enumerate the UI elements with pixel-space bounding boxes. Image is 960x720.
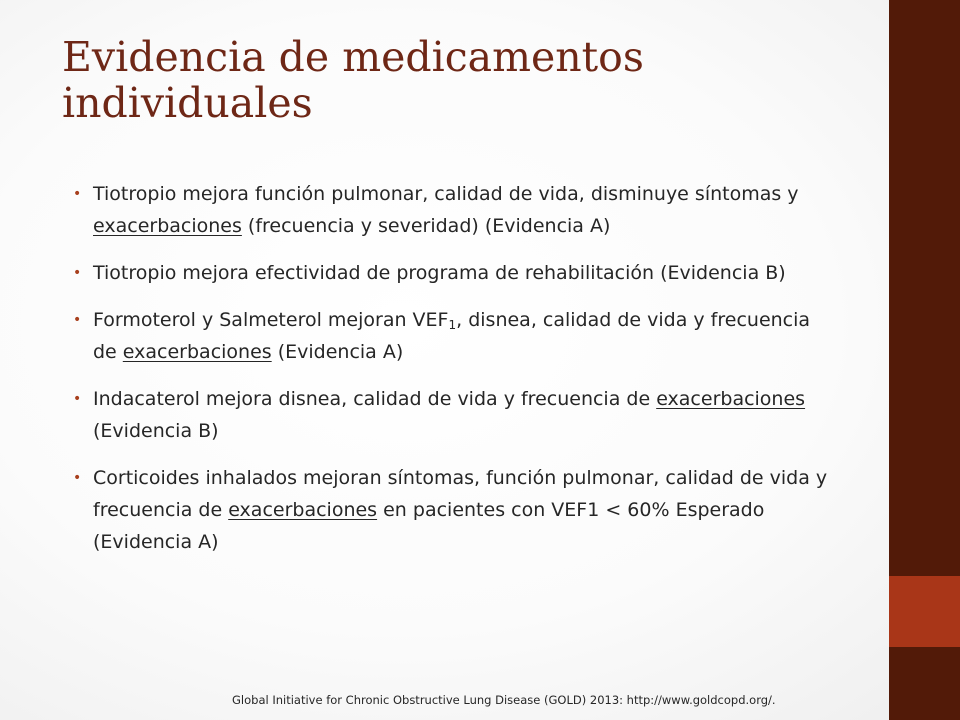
- underlined-term: exacerbaciones: [122, 341, 272, 363]
- bullet-text: en pacientes con VEF1 < 60% Esperado (Evidencia A): [93, 499, 765, 553]
- side-band-dark-top: [889, 0, 960, 576]
- bullet-icon: •: [73, 265, 82, 281]
- side-band-accent: [889, 576, 960, 647]
- bullet-text: Tiotropio mejora función pulmonar, calidad de vida, disminuye síntomas y: [93, 183, 799, 205]
- bullet-text: Corticoides inhalados mejoran síntomas, función pulmonar, calidad de vida y frecuencia de: [93, 467, 828, 521]
- bullet-text: (frecuencia y severidad) (Evidencia A): [241, 215, 611, 237]
- underlined-term: exacerbaciones: [656, 388, 806, 410]
- bullet-icon: •: [73, 470, 82, 486]
- bullet-item: [72, 178, 832, 242]
- underlined-term: exacerbaciones: [93, 215, 242, 237]
- bullet-text: Formoterol y Salmeterol mejoran VEF: [93, 309, 449, 331]
- source-citation: Global Initiative for Chronic Obstructive Lung Disease (GOLD) 2013: http://www.goldcopd.org/.: [232, 693, 776, 707]
- bullet-item: [72, 257, 832, 289]
- bullet-item: [72, 462, 832, 558]
- bullet-item: [72, 383, 832, 447]
- slide-title: Evidencia de medicamentos individuales: [62, 33, 644, 127]
- bullet-text: (Evidencia B): [93, 420, 219, 442]
- underlined-term: exacerbaciones: [228, 499, 378, 521]
- bullet-icon: •: [73, 312, 82, 328]
- bullet-text: (Evidencia A): [271, 341, 404, 363]
- side-band-dark-bottom: [889, 647, 960, 720]
- bullet-item: [72, 304, 832, 368]
- bullet-text: Tiotropio mejora efectividad de programa de rehabilitación (Evidencia B): [93, 262, 786, 284]
- bullet-icon: •: [73, 391, 82, 407]
- bullet-list: [72, 178, 832, 573]
- subscript: 1: [448, 318, 457, 332]
- bullet-text: Indacaterol mejora disnea, calidad de vida y frecuencia de: [93, 388, 657, 410]
- bullet-text: , disnea, calidad de vida y frecuencia de: [93, 309, 811, 363]
- bullet-icon: •: [73, 186, 82, 202]
